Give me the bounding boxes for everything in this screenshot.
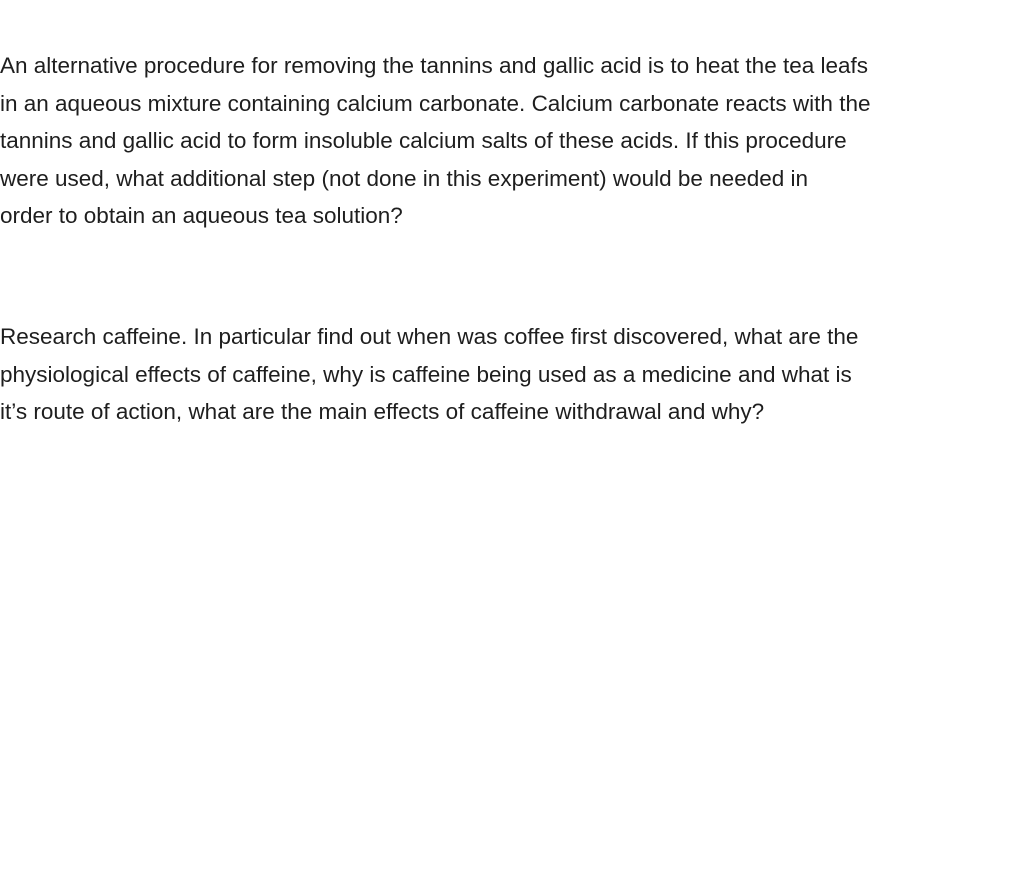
question-paragraph-research-caffeine: Research caffeine. In particular find out when was coffee first discovered, what are the physiological effects of caffeine, why is caffeine being used as a medicine and what is it’s route of action, what are the main effects of caffeine withdrawal and why? — [0, 324, 859, 424]
question-paragraph-calcium-carbonate: An alternative procedure for removing the tannins and gallic acid is to heat the tea leafs in an aqueous mixture containing calcium carbonate. Calcium carbonate reacts with the tannins and gallic acid to form insoluble calcium salts of these acids. If this procedure were used, what additional step (not done in this experiment) would be needed in order to obtain an aqueous tea solution? — [0, 53, 871, 228]
